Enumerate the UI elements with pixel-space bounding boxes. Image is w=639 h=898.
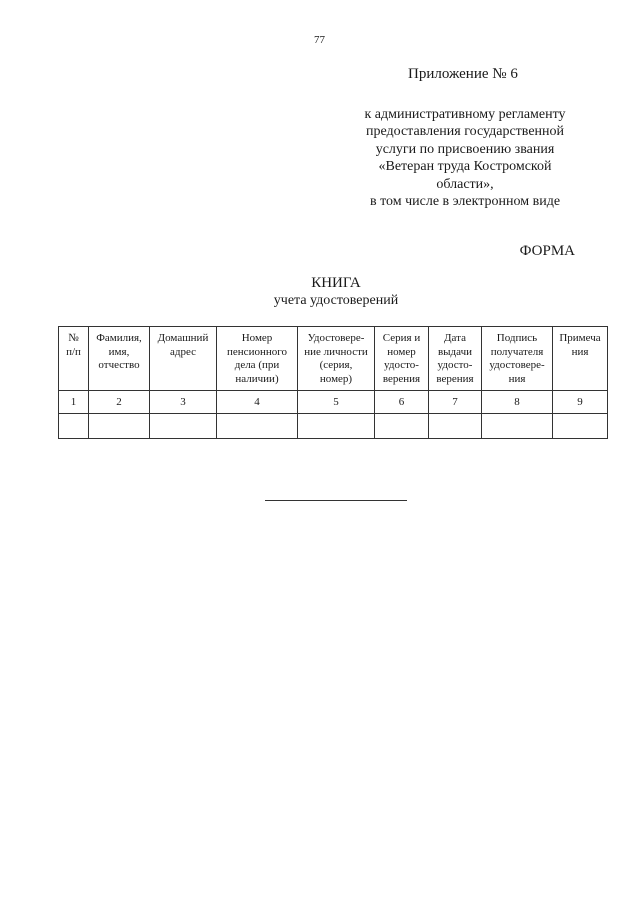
column-header-line: ния (508, 372, 526, 385)
column-header-line: Номер (241, 332, 273, 344)
column-header-line: удосто- (384, 359, 419, 371)
column-number-cell: 6 (375, 391, 429, 414)
column-header-line: Подпись (496, 332, 538, 344)
closing-rule (265, 500, 407, 501)
empty-cell (89, 414, 150, 439)
book-subtitle: учета удостоверений (273, 293, 399, 308)
column-number-row (59, 391, 608, 414)
column-number-cell: 2 (89, 391, 150, 414)
column-header-line: номер (387, 345, 416, 358)
column-header-line: ние личности (304, 345, 368, 358)
empty-cell (553, 414, 608, 439)
column-header-line: Удостовере- (307, 332, 365, 344)
column-header-line: пенсионного (227, 345, 287, 358)
empty-cell (59, 414, 89, 439)
register-table (58, 326, 608, 439)
appendix-line: «Ветеран труда Костромской (378, 159, 552, 175)
empty-cell (217, 414, 298, 439)
appendix-line: к административному регламенту (364, 107, 566, 122)
column-header (59, 327, 89, 391)
column-header (375, 327, 429, 391)
form-label: ФОРМА (519, 243, 575, 259)
column-header (89, 327, 150, 391)
column-header-line: Фамилия, (96, 332, 142, 344)
column-number-cell: 5 (298, 391, 375, 414)
column-header-line: (серия, (319, 359, 353, 371)
column-header-line: получателя (490, 345, 544, 358)
column-number-cell: 7 (429, 391, 482, 414)
empty-cell (375, 414, 429, 439)
book-title: КНИГА (311, 275, 361, 291)
column-number-cell: 1 (59, 391, 89, 414)
column-header (553, 327, 608, 391)
column-header-line: Серия и (382, 332, 421, 344)
appendix-title: Приложение № 6 (408, 66, 518, 82)
column-header (429, 327, 482, 391)
column-number-cell: 3 (150, 391, 217, 414)
table-header-row (59, 327, 608, 391)
column-header-line: Дата (444, 332, 466, 344)
column-header-line: адрес (169, 345, 197, 358)
empty-cell (482, 414, 553, 439)
column-header-line: ния (571, 345, 589, 358)
column-header (482, 327, 553, 391)
column-header-line: выдачи (437, 345, 473, 358)
appendix-line: области», (436, 176, 494, 192)
column-header-line: удосто- (437, 359, 473, 371)
empty-cell (150, 414, 217, 439)
column-header (217, 327, 298, 391)
appendix-description (340, 106, 590, 210)
column-header-line: п/п (66, 345, 81, 358)
column-header-line: отчество (98, 359, 140, 371)
appendix-line: услуги по присвоению звания (375, 141, 555, 157)
appendix-line: в том числе в электронном виде (369, 194, 561, 210)
column-number-cell: 9 (553, 391, 608, 414)
column-header (298, 327, 375, 391)
column-header-line: имя, (108, 345, 130, 358)
page-number: 77 (314, 34, 325, 46)
column-header-line: номер) (319, 372, 353, 385)
column-header-line: Домашний (157, 332, 209, 344)
column-header-line: Примеча (559, 332, 601, 344)
empty-entry-row (59, 414, 608, 439)
column-header-line: верения (382, 372, 421, 385)
column-header-line: № (68, 332, 79, 344)
column-number-cell: 4 (217, 391, 298, 414)
column-header-line: верения (436, 372, 474, 385)
column-header-line: удостовере- (489, 359, 545, 371)
column-header (150, 327, 217, 391)
empty-cell (429, 414, 482, 439)
column-number-cell: 8 (482, 391, 553, 414)
column-header-line: дела (при (234, 359, 280, 371)
appendix-line: предоставления государственной (365, 124, 565, 140)
column-header-line: наличии) (235, 372, 279, 385)
empty-cell (298, 414, 375, 439)
